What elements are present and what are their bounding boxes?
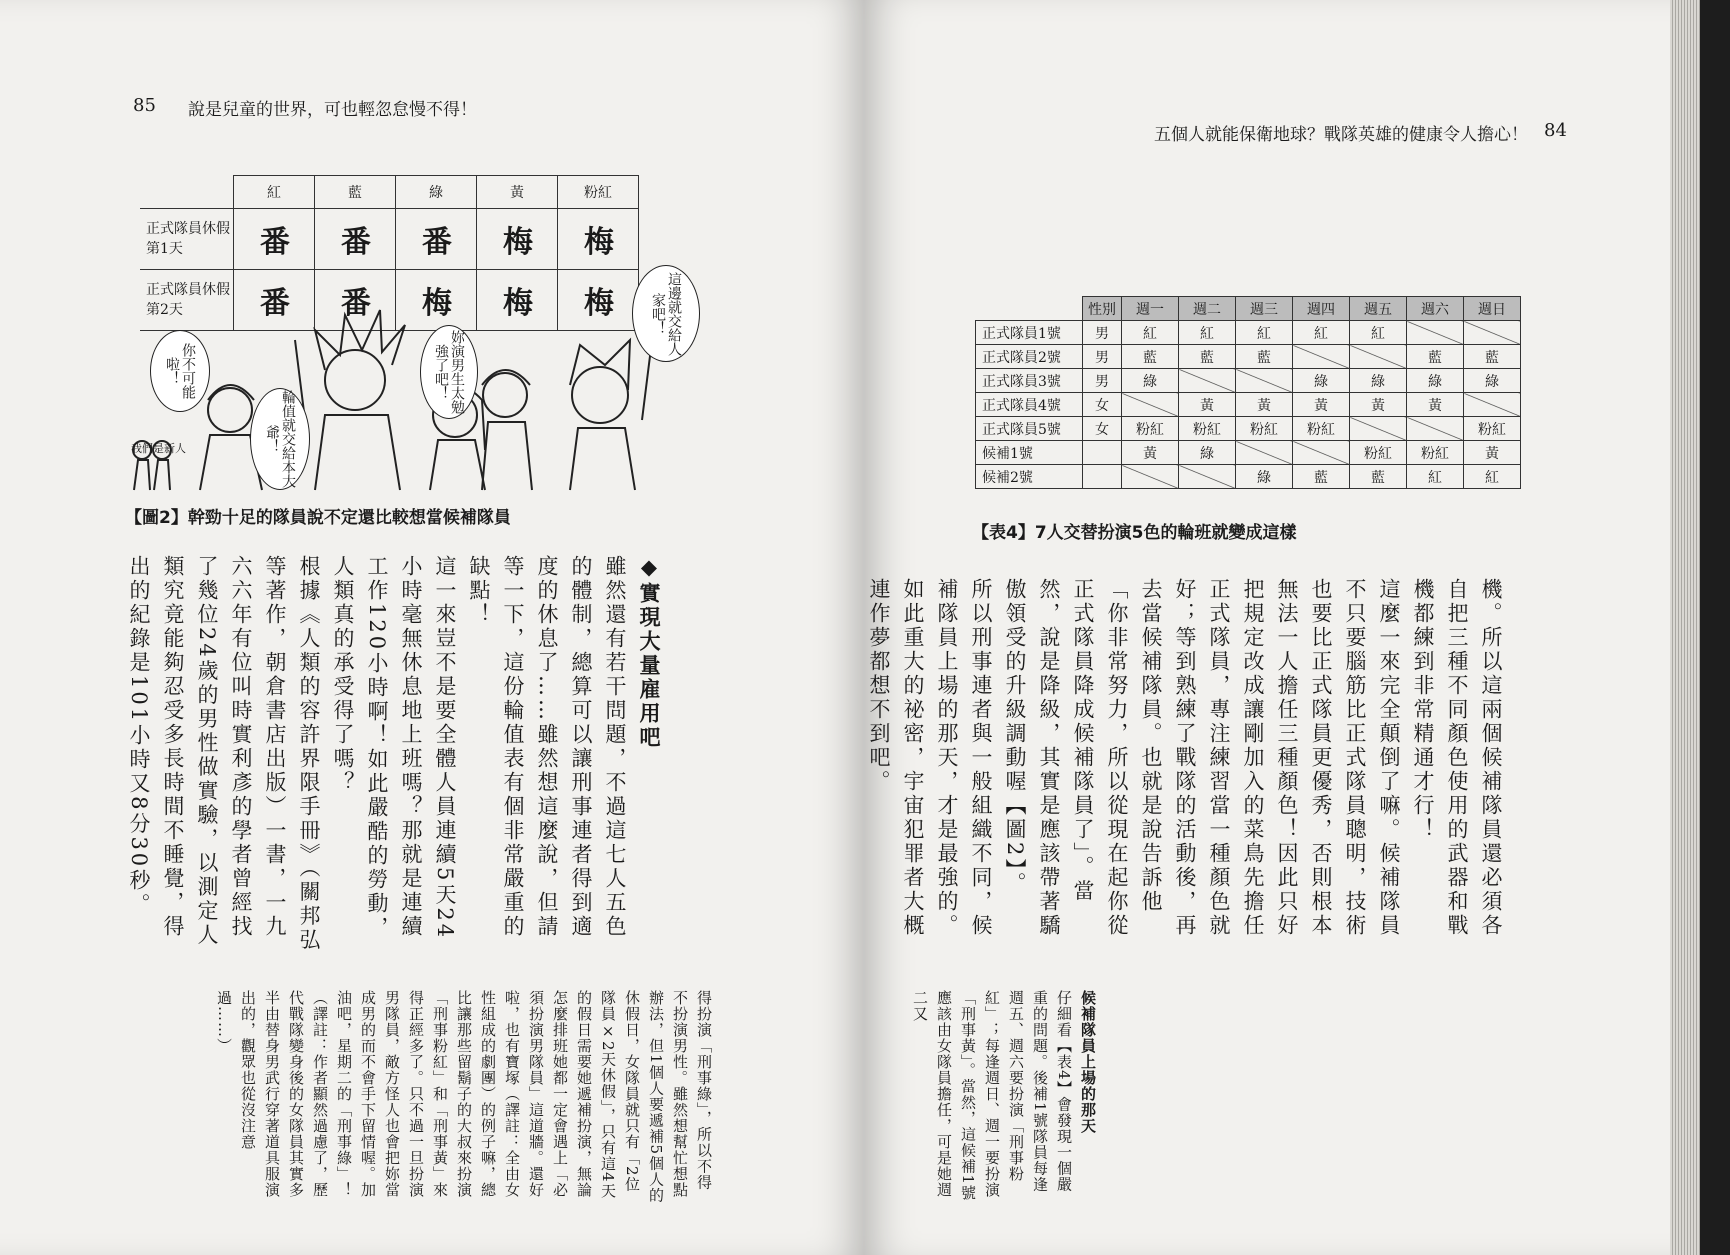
figure-header-row bbox=[140, 176, 639, 209]
figure-cell: 梅 bbox=[396, 270, 477, 331]
roster-row bbox=[976, 441, 1521, 465]
roster-header-thu: 週四 bbox=[1293, 297, 1350, 321]
character-body bbox=[315, 415, 400, 490]
roster-corner bbox=[976, 297, 1083, 321]
figure-col-pink: 粉紅 bbox=[558, 176, 639, 209]
roster-shift-cell bbox=[1350, 345, 1407, 369]
roster-header-fri: 週五 bbox=[1350, 297, 1407, 321]
roster-shift-cell bbox=[1179, 465, 1236, 489]
roster-shift-cell: 黃 bbox=[1350, 393, 1407, 417]
roster-shift-cell bbox=[1179, 369, 1236, 393]
figure-2-caption: 【圖2】幹勁十足的隊員說不定還比較想當候補隊員 bbox=[125, 508, 511, 528]
table-4-caption: 【表4】7人交替扮演5色的輪班就變成這樣 bbox=[972, 523, 1297, 543]
figure-corner bbox=[140, 176, 234, 209]
character-body bbox=[430, 440, 485, 490]
figure-cell: 番 bbox=[315, 209, 396, 270]
roster-member-name: 正式隊員2號 bbox=[976, 345, 1083, 369]
paragraph: 機。所以這兩個候補隊員還必須各自把三種不同顏色使用的武器和戰機都練到非常精通才行！ bbox=[1411, 578, 1503, 938]
roster-shift-cell: 紅 bbox=[1464, 465, 1521, 489]
figure-row-label: 正式隊員休假第2天 bbox=[140, 270, 234, 331]
character-head bbox=[572, 367, 628, 423]
figure-cell: 番 bbox=[396, 209, 477, 270]
roster-shift-cell: 藍 bbox=[1350, 465, 1407, 489]
roster-member-sex: 男 bbox=[1083, 321, 1122, 345]
paragraph: 根據《人類的容許界限手冊》（關邦弘等著作，朝倉書店出版）一書，一九六六年有位叫時實利彥的學者曾經找了幾位24歲的男性做實驗，以測定人類究竟能夠忍受多長時間不睡覺，得出的紀錄是101小時又8分30秒。 bbox=[127, 555, 321, 953]
figure-cell: 梅 bbox=[477, 270, 558, 331]
running-head-left: 說是兒童的世界，可也輕忽怠慢不得！ bbox=[188, 100, 477, 120]
left-footnote bbox=[212, 990, 716, 1205]
roster-shift-cell: 黃 bbox=[1407, 393, 1464, 417]
roster-shift-cell bbox=[1464, 321, 1521, 345]
roster-shift-cell: 綠 bbox=[1179, 441, 1236, 465]
page-number-right: 84 bbox=[1544, 120, 1567, 141]
figure-col-yellow: 黃 bbox=[477, 176, 558, 209]
paragraph: 雖然還有若干問題，不過這七人五色的體制，總算可以讓刑事連者得到適度的休息了……雖然想這麼說，但請等一下，這份輪值表有個非常嚴重的缺點！ bbox=[467, 555, 627, 939]
roster-shift-cell bbox=[1122, 393, 1179, 417]
roster-shift-cell: 黃 bbox=[1293, 393, 1350, 417]
roster-shift-cell: 綠 bbox=[1122, 369, 1179, 393]
roster-shift-cell: 粉紅 bbox=[1350, 441, 1407, 465]
roster-member-sex: 女 bbox=[1083, 393, 1122, 417]
roster-member-name: 候補1號 bbox=[976, 441, 1083, 465]
figure-cell: 番 bbox=[315, 270, 396, 331]
roster-shift-cell: 粉紅 bbox=[1464, 417, 1521, 441]
figure-col-red: 紅 bbox=[234, 176, 315, 209]
roster-member-sex bbox=[1083, 465, 1122, 489]
bubble-duty-mine: 輪值就交給本大爺！ bbox=[250, 388, 310, 490]
roster-shift-cell: 藍 bbox=[1179, 345, 1236, 369]
roster-shift-cell bbox=[1122, 465, 1179, 489]
figure-cell: 番 bbox=[234, 209, 315, 270]
roster-header-wed: 週三 bbox=[1236, 297, 1293, 321]
table-4-roster bbox=[975, 296, 1521, 489]
roster-shift-cell: 粉紅 bbox=[1293, 417, 1350, 441]
character-hair bbox=[570, 340, 630, 390]
roster-shift-cell bbox=[1350, 417, 1407, 441]
roster-shift-cell: 藍 bbox=[1236, 345, 1293, 369]
left-page bbox=[0, 0, 864, 1255]
roster-header-tue: 週二 bbox=[1179, 297, 1236, 321]
roster-shift-cell: 綠 bbox=[1293, 369, 1350, 393]
footnote-heading: 候補隊員上場的那天 bbox=[1079, 990, 1097, 1134]
roster-header-row bbox=[976, 297, 1521, 321]
roster-shift-cell: 紅 bbox=[1179, 321, 1236, 345]
roster-row bbox=[976, 345, 1521, 369]
figure-cell: 番 bbox=[234, 270, 315, 331]
roster-row bbox=[976, 321, 1521, 345]
roster-shift-cell: 黃 bbox=[1122, 441, 1179, 465]
roster-shift-cell bbox=[1293, 441, 1350, 465]
roster-shift-cell: 藍 bbox=[1293, 465, 1350, 489]
paragraph: 這麼一來完全顛倒了嘛。候補隊員不只要腦筋比正式隊員聰明，技術也要比正式隊員更優秀，否則根本無法一人擔任三種顏色！因此只好把規定改成讓剛加入的菜鳥先擔任正式隊員，專注練習當一種顏色就好；等到熟練了戰隊的活動後，再去當候補隊員。也就是說告訴他「你非常努力，所以從現在起你從正式隊員降成候補隊員了」。當然，說是降級，其實是應該帶著驕傲領受的升級調動喔【圖2】。 bbox=[1003, 578, 1401, 938]
roster-row bbox=[976, 369, 1521, 393]
roster-shift-cell bbox=[1293, 345, 1350, 369]
running-head-right: 五個人就能保衛地球？戰隊英雄的健康令人擔心！ bbox=[1154, 125, 1528, 145]
roster-shift-cell: 粉紅 bbox=[1236, 417, 1293, 441]
section-heading: ◆實現大量雇用吧 bbox=[637, 555, 661, 750]
figure-col-blue: 藍 bbox=[315, 176, 396, 209]
character-hair bbox=[315, 310, 405, 370]
newbie-tag: 我們是新人 bbox=[131, 442, 186, 455]
roster-member-name: 正式隊員5號 bbox=[976, 417, 1083, 441]
book-page-edge bbox=[1670, 0, 1700, 1255]
roster-shift-cell: 粉紅 bbox=[1407, 441, 1464, 465]
roster-member-name: 正式隊員4號 bbox=[976, 393, 1083, 417]
footnote-text: 仔細看【表4】會發現一個嚴重的問題。後補1號隊員每逢週五、週六要扮演「刑事粉紅」；每逢週日、週一要扮演「刑事黃」。當然，這候補1號應該由女隊員擔任，可是她週二又 bbox=[911, 990, 1073, 1202]
character-head bbox=[483, 373, 527, 417]
roster-shift-cell: 藍 bbox=[1122, 345, 1179, 369]
roster-row bbox=[976, 393, 1521, 417]
page-number-left: 85 bbox=[133, 95, 156, 116]
roster-shift-cell bbox=[1236, 441, 1293, 465]
paragraph: 所以刑事連者與一般組織不同，候補隊員上場的那天，才是最強的。如此重大的祕密，宇宙犯罪者大概連作夢都想不到吧。 bbox=[867, 578, 993, 938]
character-body bbox=[482, 422, 532, 490]
roster-member-sex bbox=[1083, 441, 1122, 465]
roster-shift-cell: 紅 bbox=[1236, 321, 1293, 345]
roster-shift-cell: 綠 bbox=[1350, 369, 1407, 393]
character-body bbox=[570, 428, 635, 490]
character-head bbox=[325, 350, 385, 410]
right-footnote bbox=[908, 990, 1100, 1205]
roster-member-name: 正式隊員1號 bbox=[976, 321, 1083, 345]
figure-col-green: 綠 bbox=[396, 176, 477, 209]
roster-member-name: 正式隊員3號 bbox=[976, 369, 1083, 393]
roster-member-name: 候補2號 bbox=[976, 465, 1083, 489]
roster-member-sex: 男 bbox=[1083, 369, 1122, 393]
left-body-text bbox=[122, 555, 666, 955]
figure-cell: 梅 bbox=[477, 209, 558, 270]
right-page bbox=[864, 0, 1700, 1255]
roster-shift-cell: 粉紅 bbox=[1179, 417, 1236, 441]
roster-shift-cell bbox=[1236, 369, 1293, 393]
roster-shift-cell bbox=[1464, 393, 1521, 417]
roster-header-mon: 週一 bbox=[1122, 297, 1179, 321]
bubble-cannot: 你不可能啦！ bbox=[150, 330, 210, 412]
roster-shift-cell: 藍 bbox=[1407, 345, 1464, 369]
roster-row bbox=[976, 417, 1521, 441]
roster-shift-cell: 綠 bbox=[1407, 369, 1464, 393]
roster-shift-cell: 綠 bbox=[1236, 465, 1293, 489]
roster-shift-cell: 紅 bbox=[1122, 321, 1179, 345]
roster-row bbox=[976, 465, 1521, 489]
roster-shift-cell: 藍 bbox=[1464, 345, 1521, 369]
roster-shift-cell bbox=[1407, 321, 1464, 345]
roster-shift-cell: 紅 bbox=[1407, 465, 1464, 489]
roster-header-sun: 週日 bbox=[1464, 297, 1521, 321]
newbie-body bbox=[134, 460, 170, 490]
roster-header-sex: 性別 bbox=[1083, 297, 1122, 321]
right-body-text bbox=[864, 578, 1508, 948]
roster-member-sex: 男 bbox=[1083, 345, 1122, 369]
roster-shift-cell: 黃 bbox=[1179, 393, 1236, 417]
paragraph: 這一來豈不是要全體人員連續5天24小時毫無休息地上班嗎？那就是連續工作120小時啊！如此嚴酷的勞動，人類真的承受得了嗎？ bbox=[331, 555, 457, 941]
character-head bbox=[208, 388, 252, 432]
roster-shift-cell: 黃 bbox=[1236, 393, 1293, 417]
figure-row-label: 正式隊員休假第1天 bbox=[140, 209, 234, 270]
roster-shift-cell: 紅 bbox=[1350, 321, 1407, 345]
roster-shift-cell: 黃 bbox=[1464, 441, 1521, 465]
bubble-leave-to-me: 這邊就交給人家吧！ bbox=[632, 265, 700, 362]
figure-row-day1 bbox=[140, 209, 639, 270]
roster-header-sat: 週六 bbox=[1407, 297, 1464, 321]
roster-shift-cell: 粉紅 bbox=[1122, 417, 1179, 441]
roster-shift-cell: 綠 bbox=[1464, 369, 1521, 393]
footnote-text: 得扮演「刑事綠」，所以不得不扮演男性。雖然想幫忙想點辦法，但1個人要遞補5個人的休假日，女隊員就只有「2位隊員×2天休假」，只有這4天的假日需要她遞補扮演，無論怎麼排班她都一定會遇上「必須扮演男隊員」這道牆。還好啦，也有寶塚（譯註：全由女性組成的劇團）的例子嘛，總比讓那些留鬍子的大叔來扮演「刑事粉紅」和「刑事黃」來得正經多了。只不過一旦扮演男隊員，敵方怪人也會把妳當成男的而不會手下留情喔。加油吧，星期二的「刑事綠」！（譯註：作者顯然過慮了，歷代戰隊變身後的女隊員其實多半由替身男武行穿著道具服演出的，觀眾也從沒注意過……） bbox=[215, 990, 713, 1204]
figure-cell: 梅 bbox=[558, 270, 639, 331]
bubble-playing-male: 妳演男生太勉強了吧！ bbox=[420, 325, 478, 419]
figure-cell: 梅 bbox=[558, 209, 639, 270]
roster-shift-cell bbox=[1407, 417, 1464, 441]
roster-body bbox=[976, 321, 1521, 489]
roster-member-sex: 女 bbox=[1083, 417, 1122, 441]
roster-shift-cell: 紅 bbox=[1293, 321, 1350, 345]
